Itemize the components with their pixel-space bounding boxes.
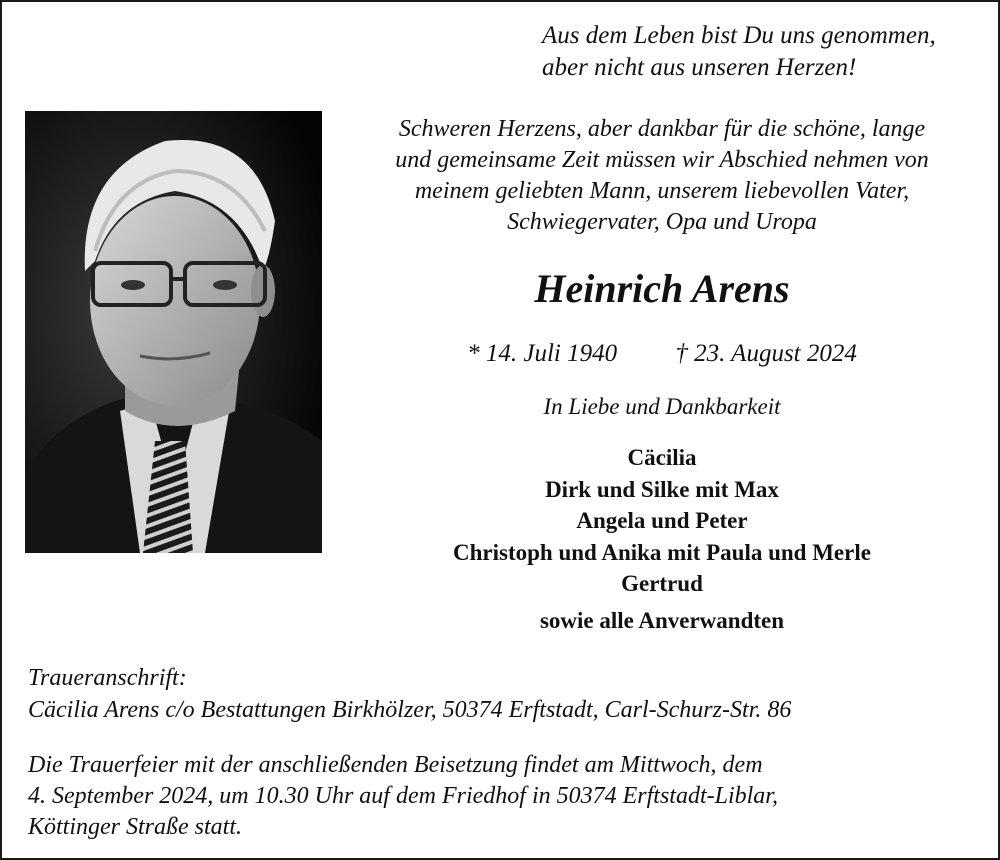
motto-line-2: aber nicht aus unseren Herzen! <box>542 54 857 81</box>
ceremony-line-1: Die Trauerfeier mit der anschließenden Beisetzung findet am Mittwoch, dem <box>28 752 763 778</box>
intro-line-1: Schweren Herzens, aber dankbar für die schöne, lange <box>398 116 926 142</box>
birth-date: * 14. Juli 1940 <box>467 340 618 367</box>
ceremony-notice <box>28 750 968 843</box>
mourning-address <box>28 662 968 726</box>
portrait-photo <box>25 111 322 553</box>
intro-text <box>332 114 992 238</box>
intro-line-3: meinem geliebten Mann, unserem liebevollen Vater, <box>414 178 910 204</box>
family-member: Christoph und Anika mit Paula und Merle <box>453 539 871 565</box>
family-list <box>332 442 992 600</box>
intro-line-2: und gemeinsame Zeit müssen wir Abschied nehmen von <box>395 147 929 173</box>
life-dates <box>332 338 992 370</box>
motto-line-1: Aus dem Leben bist Du uns genommen, <box>542 22 936 49</box>
relatives-note: sowie alle Anverwandten <box>539 608 785 633</box>
ceremony-line-2: 4. September 2024, um 10.30 Uhr auf dem Friedhof in 50374 Erftstadt-Liblar, <box>28 783 778 809</box>
deceased-name: Heinrich Arens <box>534 266 790 311</box>
address-label: Traueranschrift: <box>28 665 187 691</box>
address-text: Cäcilia Arens c/o Bestattungen Birkhölzer, 50374 Erftstadt, Carl-Schurz-Str. 86 <box>28 697 792 723</box>
ceremony-line-3: Köttinger Straße statt. <box>28 814 243 840</box>
dedication: In Liebe und Dankbarkeit <box>543 394 781 419</box>
intro-line-4: Schwiegervater, Opa und Uropa <box>507 209 817 235</box>
death-date: † 23. August 2024 <box>675 340 857 367</box>
portrait-illustration <box>25 111 322 553</box>
motto <box>520 20 980 84</box>
family-member: Angela und Peter <box>576 508 748 533</box>
family-member: Dirk und Silke mit Max <box>545 476 779 502</box>
family-member: Gertrud <box>621 571 703 596</box>
family-member: Cäcilia <box>627 445 697 470</box>
